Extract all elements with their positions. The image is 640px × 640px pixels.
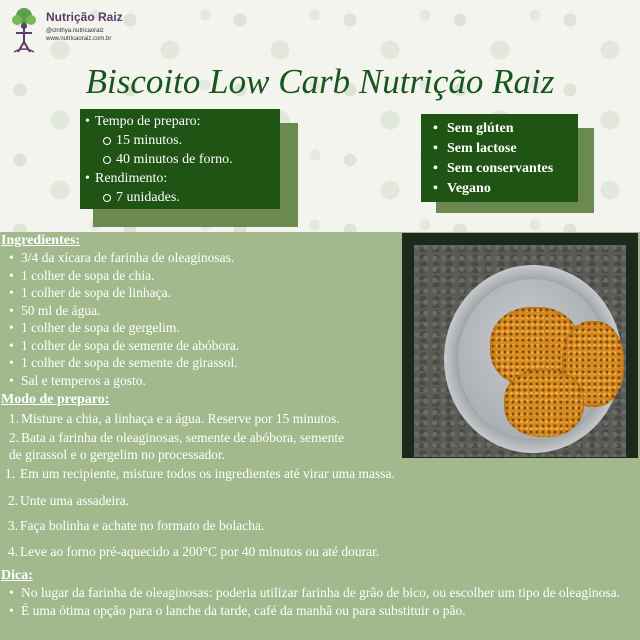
ingredients-list <box>0 249 640 389</box>
yield-label: • Rendimento: <box>80 169 280 188</box>
prep-time-label: • Tempo de preparo: <box>80 112 280 131</box>
step-number: 4. <box>7 544 18 559</box>
step-text-continued: de girassol e o gergelim no processador. <box>9 447 226 462</box>
step-text: Faça bolinha e achate no formato de bolacha. <box>20 518 265 533</box>
logo-name: Nutrição Raiz <box>46 10 123 24</box>
method-step <box>0 518 640 544</box>
yield-value: 7 unidades. <box>80 188 280 207</box>
ingredient-item: • 1 colher de sopa de chia. <box>0 267 640 285</box>
ingredient-item: • 3/4 da xícara de farinha de oleaginosas. <box>0 249 640 267</box>
ingredient-item: • 1 colher de sopa de semente de girassol. <box>0 354 640 372</box>
step-text: Em um recipiente, misture todos os ingredientes até virar uma massa. <box>20 466 395 481</box>
feature-item: • Sem glúten <box>421 119 578 139</box>
method-step <box>0 544 640 567</box>
step-text: Unte uma assadeira. <box>20 493 130 508</box>
recipe-content <box>0 232 640 620</box>
tips-heading: Dica: <box>1 568 33 583</box>
step-text: Misture a chia, a linhaça e a água. Reserve por 15 minutos. <box>21 411 340 426</box>
step-number: 2. <box>8 430 19 445</box>
step-number: 1. <box>4 466 15 481</box>
oven-time-value: 40 minutos de forno. <box>80 150 280 169</box>
ingredient-item: • 1 colher de sopa de gergelim. <box>0 319 640 337</box>
logo <box>6 6 136 56</box>
method-heading: Modo de preparo: <box>1 392 110 407</box>
recipe-title: Biscoito Low Carb Nutrição Raiz <box>85 62 555 101</box>
ingredient-item: • 1 colher de sopa de semente de abóbora. <box>0 337 640 355</box>
logo-site: www.nutricaoraiz.com.br <box>46 36 112 42</box>
tips-list <box>0 584 640 620</box>
logo-handle: @cinthya.nutricaoraiz <box>46 28 104 34</box>
features-box <box>421 114 578 202</box>
prep-time-value: 15 minutos. <box>80 131 280 150</box>
feature-item: • Vegano <box>421 179 578 199</box>
ingredient-item: • 50 ml de água. <box>0 302 640 320</box>
step-text: Bata a farinha de oleaginosas, semente de abóbora, semente <box>21 430 345 445</box>
method-step <box>0 411 640 430</box>
step-text: Leve ao forno pré-aquecido a 200°C por 40 minutos ou até dourar. <box>20 544 380 559</box>
tip-item: • É uma ótima opção para o lanche da tarde, café da manhã ou para substituir o pão. <box>0 602 621 620</box>
step-number: 1. <box>8 411 19 426</box>
ingredient-item: • Sal e temperos a gosto. <box>0 372 640 390</box>
step-number: 2. <box>7 493 18 508</box>
tree-person-icon <box>6 6 42 56</box>
ingredient-item: • 1 colher de sopa de linhaça. <box>0 284 640 302</box>
method-step <box>0 430 640 466</box>
method-step <box>0 493 640 518</box>
step-number: 3. <box>7 518 18 533</box>
feature-item: • Sem lactose <box>421 139 578 159</box>
feature-item: • Sem conservantes <box>421 159 578 179</box>
tip-item: • No lugar da farinha de oleaginosas: poderia utilizar farinha de grão de bico, ou escolher um tipo de oleaginosa. <box>0 584 621 602</box>
method-step <box>0 466 640 493</box>
prep-info-box <box>80 109 280 209</box>
ingredients-heading: Ingredientes: <box>1 233 81 248</box>
